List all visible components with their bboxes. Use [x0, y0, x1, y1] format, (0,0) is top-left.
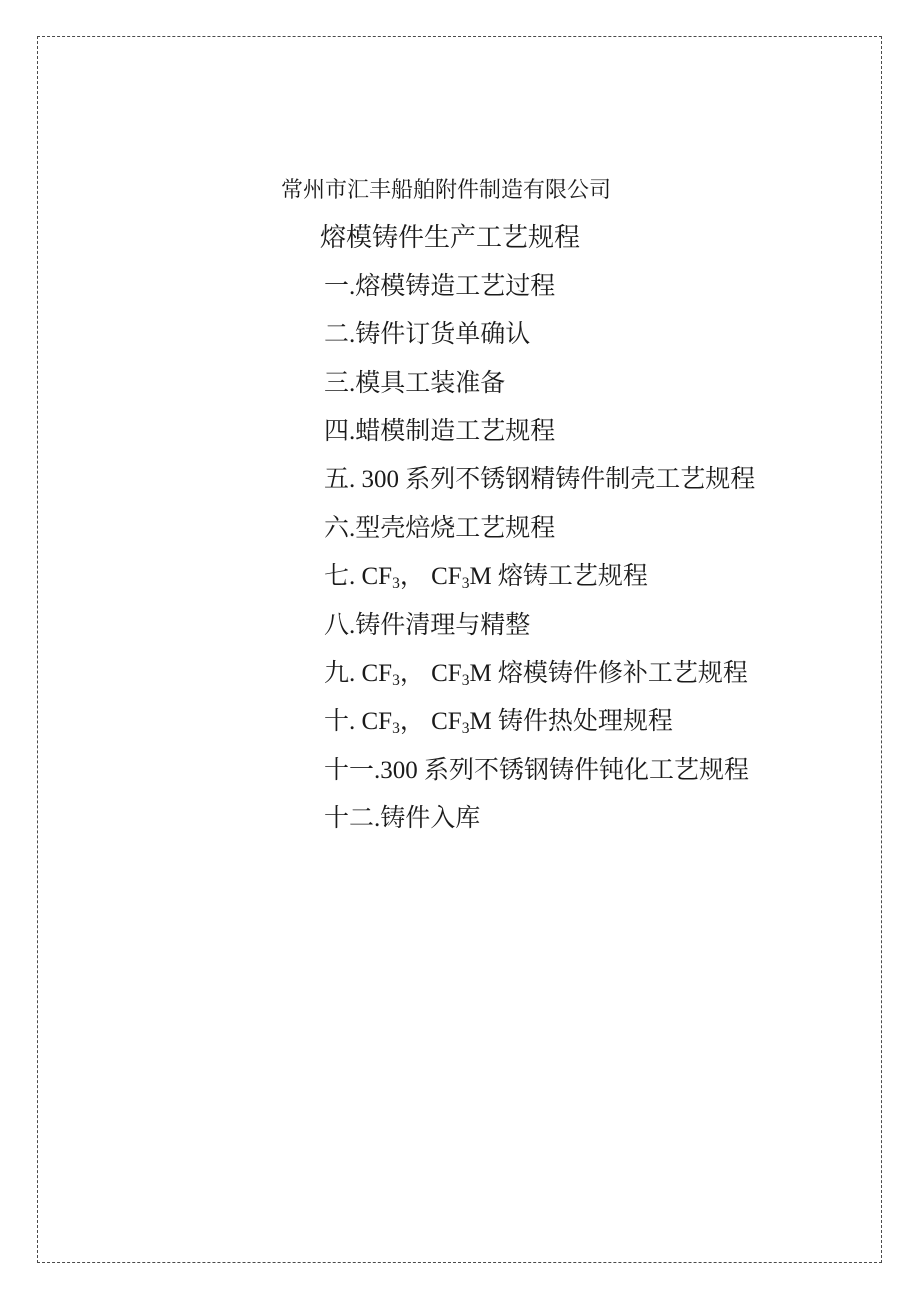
- toc-item: [0, 795, 920, 843]
- toc-item: [0, 698, 920, 746]
- company-name: 常州市汇丰船舶附件制造有限公司: [281, 177, 612, 202]
- toc-item-text: 十二.铸件入库: [324, 805, 481, 833]
- subscript-text: 3: [392, 720, 400, 738]
- document-content: [0, 166, 920, 843]
- toc-item-text: ， CF: [399, 659, 462, 687]
- toc-item-text: 十. CF: [324, 708, 393, 736]
- subscript-text: 3: [461, 720, 470, 738]
- toc-item-text: 七. CF: [324, 563, 393, 591]
- toc-item-text: 六.型壳焙烧工艺规程: [324, 514, 556, 542]
- toc-item-text: 十一.300 系列不锈钢铸件钝化工艺规程: [324, 756, 750, 784]
- subscript-text: 3: [392, 575, 400, 592]
- toc-item-text: ， CF: [399, 563, 462, 591]
- toc-item-text: M 熔模铸件修补工艺规程: [469, 659, 748, 687]
- toc-list: [0, 263, 920, 844]
- toc-item-text: 五. 300 系列不锈钢精铸件制壳工艺规程: [324, 466, 756, 494]
- subscript-text: 3: [461, 575, 470, 592]
- toc-item-text: 二.铸件订货单确认: [324, 321, 531, 349]
- toc-item: [0, 747, 920, 795]
- toc-item: [0, 553, 920, 601]
- toc-item-text: 一.熔模铸造工艺过程: [324, 272, 556, 300]
- toc-item: [0, 650, 920, 698]
- toc-item: [0, 360, 920, 408]
- toc-item-text: M 铸件热处理规程: [469, 708, 673, 736]
- toc-item: [0, 456, 920, 504]
- toc-item: [0, 408, 920, 456]
- toc-item-text: M 熔铸工艺规程: [469, 563, 648, 591]
- toc-item-text: 四.蜡模制造工艺规程: [324, 417, 556, 445]
- subscript-text: 3: [392, 671, 400, 689]
- toc-item: [0, 311, 920, 359]
- toc-item: [0, 602, 920, 650]
- toc-item-text: 九. CF: [324, 659, 393, 687]
- toc-item-text: 八.铸件清理与精整: [324, 611, 531, 639]
- document-title: 熔模铸件生产工艺规程: [320, 223, 581, 253]
- subscript-text: 3: [461, 671, 470, 689]
- toc-item-text: ， CF: [399, 708, 462, 736]
- toc-item-text: 三.模具工装准备: [324, 369, 506, 397]
- toc-item: [0, 505, 920, 553]
- toc-item: [0, 263, 920, 311]
